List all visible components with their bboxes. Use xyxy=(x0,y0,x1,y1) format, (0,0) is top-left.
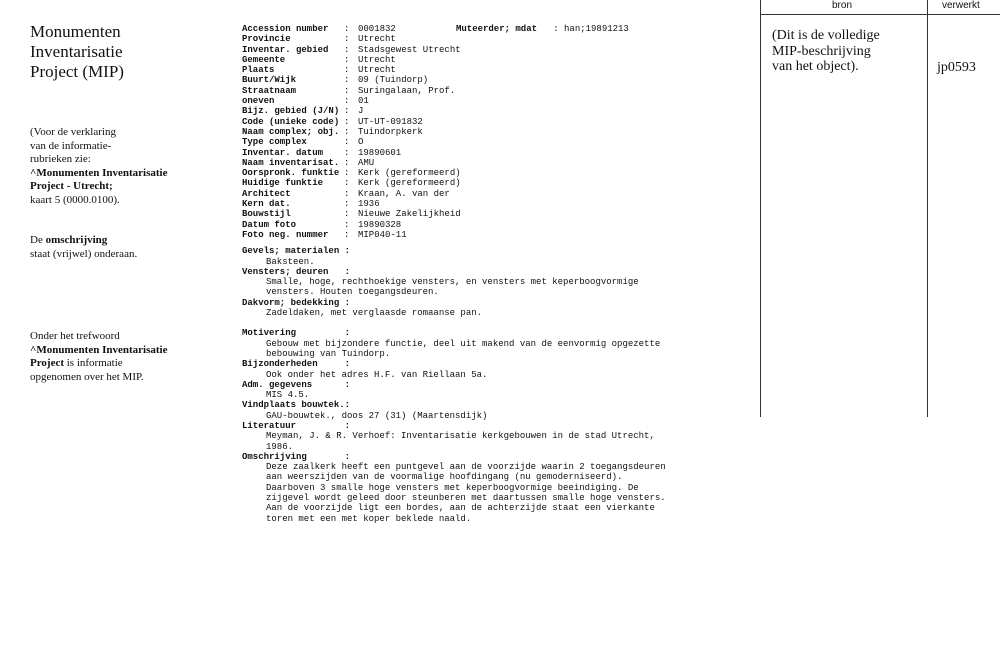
section-body: GAU-bouwtek., doos 27 (31) (Maartensdijk) xyxy=(266,410,488,421)
record-field-row xyxy=(242,137,757,147)
section-title: Literatuur : xyxy=(242,420,351,431)
field-label: Oorspronk. funktie xyxy=(242,168,340,179)
note-line: van de informatie- xyxy=(30,139,112,152)
keyword-note xyxy=(30,330,220,384)
mutation-label: Muteerder; mdat xyxy=(456,24,538,34)
legend-note xyxy=(30,126,220,207)
field-value: Suringalaan, Prof. xyxy=(358,85,456,96)
field-value: Kerk (gereformeerd) xyxy=(358,168,461,179)
field-label: Inventar. gebied xyxy=(242,44,329,55)
field-value: 0001832 xyxy=(358,24,396,34)
field-colon: : xyxy=(344,199,350,210)
field-label: Gemeente xyxy=(242,54,286,65)
title-line: Project (MIP) xyxy=(30,62,124,81)
description-note xyxy=(30,234,220,261)
note-bold-line: ^Monumenten Inventarisatie xyxy=(30,343,168,356)
section-title: Vensters; deuren : xyxy=(242,266,351,277)
record-fields xyxy=(242,24,757,240)
note-bold-line: Project - Utrecht; xyxy=(30,180,113,192)
record-section xyxy=(242,328,757,359)
record-field-row xyxy=(242,209,757,219)
section-title: Dakvorm; bedekking : xyxy=(242,297,351,308)
field-colon: : xyxy=(344,96,350,107)
section-title: Bijzonderheden : xyxy=(242,359,351,370)
record-section xyxy=(242,421,757,452)
field-label: Accession number xyxy=(242,24,329,34)
record-field-row xyxy=(242,178,757,188)
field-colon: : xyxy=(344,229,350,240)
record-field-row xyxy=(242,148,757,158)
mutation-value: : han;19891213 xyxy=(553,24,629,34)
field-label: Naam inventarisat. xyxy=(242,157,340,168)
field-label: Provincie xyxy=(242,34,291,45)
record-section xyxy=(242,359,757,380)
record-field-row xyxy=(242,55,757,65)
field-colon: : xyxy=(344,34,350,45)
field-colon: : xyxy=(344,75,350,86)
record-field-row xyxy=(242,106,757,116)
field-label: Kern dat. xyxy=(242,199,291,210)
field-label: Bouwstijl xyxy=(242,209,291,220)
record-field-row xyxy=(242,65,757,75)
section-body: Baksteen. xyxy=(266,256,315,267)
section-title: Omschrijving : xyxy=(242,451,351,462)
sidebar xyxy=(30,22,230,383)
field-label: Plaats xyxy=(242,65,275,76)
field-label: Naam complex; obj. xyxy=(242,126,340,137)
field-value: AMU xyxy=(358,157,375,168)
section-body: MIS 4.5. xyxy=(266,390,310,401)
field-value: MIP040-11 xyxy=(358,229,407,240)
field-value: Utrecht xyxy=(358,65,396,76)
field-label: Straatnaam xyxy=(242,85,297,96)
field-value: 19890601 xyxy=(358,147,402,158)
col-header-bron: bron xyxy=(832,0,853,11)
note-bold-line: ^Monumenten Inventarisatie xyxy=(30,166,168,179)
record-section xyxy=(242,400,757,421)
record-field-row xyxy=(242,86,757,96)
record-field-row xyxy=(242,230,757,240)
mip-record xyxy=(242,24,757,524)
field-value: 09 (Tuindorp) xyxy=(358,75,429,86)
record-field-row xyxy=(242,127,757,137)
section-title: Vindplaats bouwtek.: xyxy=(242,400,351,411)
record-field-row xyxy=(242,117,757,127)
field-colon: : xyxy=(344,65,350,76)
field-colon: : xyxy=(344,137,350,148)
record-field-row xyxy=(242,45,757,55)
field-colon: : xyxy=(344,157,350,168)
section-title: Motivering : xyxy=(242,328,351,339)
record-field-row xyxy=(242,199,757,209)
record-section xyxy=(242,298,757,319)
bron-line: van het object). xyxy=(772,59,859,74)
field-colon: : xyxy=(344,209,350,220)
field-label: Huidige funktie xyxy=(242,178,324,189)
record-section xyxy=(242,246,757,267)
section-title: Adm. gegevens : xyxy=(242,379,351,390)
field-value: O xyxy=(358,137,364,148)
field-label: Type complex xyxy=(242,137,307,148)
field-value: Kerk (gereformeerd) xyxy=(358,178,461,189)
note-line: (Voor de verklaring xyxy=(30,126,116,138)
bron-text xyxy=(772,28,922,75)
field-colon: : xyxy=(344,44,350,55)
field-label: Buurt/Wijk xyxy=(242,75,297,86)
field-colon: : xyxy=(344,54,350,65)
record-field-row xyxy=(242,158,757,168)
section-title: Gevels; materialen : xyxy=(242,246,351,257)
record-section xyxy=(242,267,757,298)
section-body: Meyman, J. & R. Verhoef: Inventarisatie kerkgebouwen in de stad Utrecht, 1986. xyxy=(266,431,655,452)
note-bold-word: omschrijving xyxy=(45,234,108,246)
source-table xyxy=(760,0,1000,417)
field-colon: : xyxy=(344,178,350,189)
field-value: 1936 xyxy=(358,199,380,210)
bron-line: MIP-beschrijving xyxy=(772,43,871,59)
field-label: Architect xyxy=(242,188,291,199)
field-value: Stadsgewest Utrecht xyxy=(358,44,461,55)
mutation-header xyxy=(456,24,629,34)
field-value: Utrecht xyxy=(358,34,396,45)
field-value: Tuindorpkerk xyxy=(358,126,423,137)
field-value: J xyxy=(358,106,364,117)
note-line: Onder het trefwoord xyxy=(30,330,120,342)
field-value: Utrecht xyxy=(358,54,396,65)
note-prefix: De xyxy=(30,234,46,246)
sidebar-title xyxy=(30,22,230,82)
field-colon: : xyxy=(344,106,350,117)
title-line: Inventarisatie xyxy=(30,42,123,61)
record-field-row xyxy=(242,220,757,230)
title-line: Monumenten xyxy=(30,22,121,41)
section-body: Smalle, hoge, rechthoekige vensters, en vensters met keperboogvormige vensters. Houten toegangsdeuren. xyxy=(266,277,639,298)
verwerkt-code: jp0593 xyxy=(937,60,976,75)
field-colon: : xyxy=(344,168,350,179)
note-line: is informatie xyxy=(64,357,123,369)
bron-line: (Dit is de volledige xyxy=(772,28,880,43)
field-label: Bijz. gebied (J/N) xyxy=(242,106,340,117)
field-colon: : xyxy=(344,188,350,199)
record-section xyxy=(242,452,757,524)
field-colon: : xyxy=(344,219,350,230)
field-colon: : xyxy=(344,116,350,127)
field-value: Kraan, A. van der xyxy=(358,188,450,199)
record-field-row xyxy=(242,75,757,85)
record-section xyxy=(242,380,757,401)
record-field-row xyxy=(242,34,757,44)
field-value: 01 xyxy=(358,96,369,107)
note-line: staat (vrijwel) onderaan. xyxy=(30,247,138,260)
field-value: Nieuwe Zakelijkheid xyxy=(358,209,461,220)
section-body: Zadeldaken, met verglaasde romaanse pan. xyxy=(266,308,483,319)
note-line: opgenomen over het MIP. xyxy=(30,370,144,383)
field-label: Datum foto xyxy=(242,219,297,230)
field-label: Foto neg. nummer xyxy=(242,229,329,240)
note-line: kaart 5 (0000.0100). xyxy=(30,193,120,206)
record-field-row xyxy=(242,168,757,178)
note-bold-word: Project xyxy=(30,357,64,369)
section-body: Ook onder het adres H.F. van Riellaan 5a. xyxy=(266,369,488,380)
field-colon: : xyxy=(344,147,350,158)
note-line: rubrieken zie: xyxy=(30,153,91,165)
field-label: Code (unieke code) xyxy=(242,116,340,127)
field-value: UT-UT-091832 xyxy=(358,116,423,127)
record-sections xyxy=(242,246,757,524)
record-field-row xyxy=(242,189,757,199)
record-field-row xyxy=(242,96,757,106)
field-colon: : xyxy=(344,85,350,96)
section-body: Deze zaalkerk heeft een puntgevel aan de voorzijde waarin 2 toegangsdeuren aan weerszijden van de voormalige hoofdingang (nu gemoderniseerd). Daarboven 3 smalle hoge vensters met keperboogvormige beeindiging. De zijgevel wordt geleed door steunberen met daartussen smalle hoge vensters. Aan de voorzijde ligt een bordes, aan de achterzijde staat een vierkante toren met een met koper beklede naald. xyxy=(266,462,666,524)
section-body: Gebouw met bijzondere functie, deel uit makend van de eenvormig opgezette bebouwing van Tuindorp. xyxy=(266,338,661,359)
field-label: oneven xyxy=(242,96,275,107)
col-header-verwerkt: verwerkt xyxy=(942,0,980,11)
field-colon: : xyxy=(344,126,350,137)
field-colon: : xyxy=(344,24,350,34)
field-value: 19890328 xyxy=(358,219,402,230)
field-label: Inventar. datum xyxy=(242,147,324,158)
